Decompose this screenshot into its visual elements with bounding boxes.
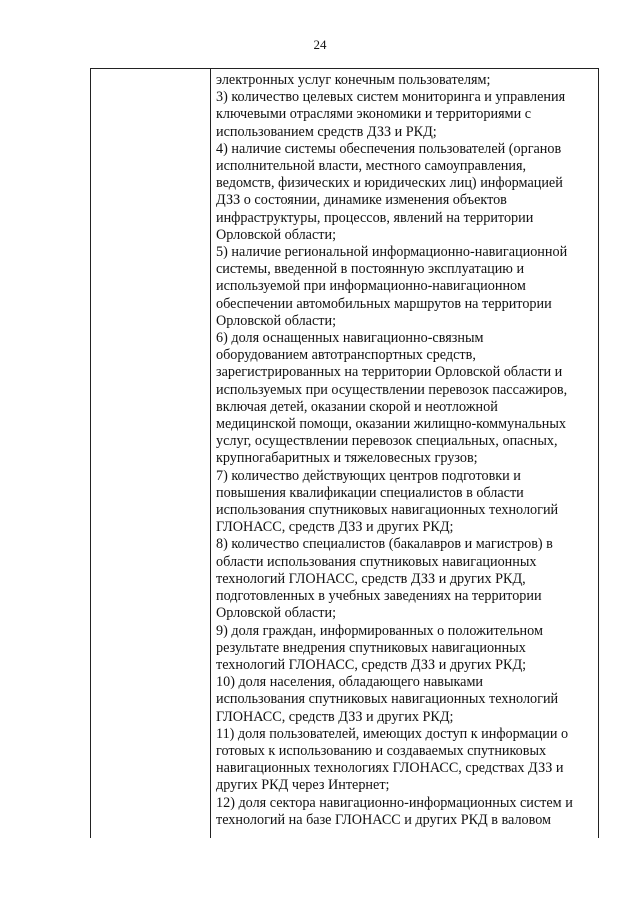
table-text-line: подготовленных в учебных заведениях на территории xyxy=(216,588,542,605)
table-text-line: 5) наличие региональной информационно-навигационной xyxy=(216,244,568,261)
table-text-line: электронных услуг конечным пользователям; xyxy=(216,72,491,88)
table-text-line: обеспечении автомобильных маршрутов на территории xyxy=(216,295,552,312)
table-right-cell xyxy=(211,69,598,838)
table-text-line: 4) наличие системы обеспечения пользователей (органов xyxy=(216,140,562,157)
table-left-cell xyxy=(91,69,211,838)
table-text-line: Орловской области; xyxy=(216,226,337,243)
table-text-line: крупногабаритных и тяжеловесных грузов; xyxy=(216,450,478,467)
table-text-line: использованием средств ДЗЗ и РКД; xyxy=(216,123,437,140)
table-text-line: 12) доля сектора навигационно-информационных систем и xyxy=(216,794,573,811)
table-text-line: технологий ГЛОНАСС, средств ДЗЗ и других РКД; xyxy=(216,656,527,673)
table-text-line: 9) доля граждан, информированных о положительном xyxy=(216,622,543,639)
table-text-line: 10) доля населения, обладающего навыками xyxy=(216,674,484,691)
table-text-line: исполнительной власти, местного самоуправления, xyxy=(216,158,527,175)
table-text-line: 11) доля пользователей, имеющих доступ к информации о xyxy=(216,725,569,742)
table-text-line: результате внедрения спутниковых навигационных xyxy=(216,639,526,656)
table-text-line: технологий на базе ГЛОНАСС и других РКД в валовом xyxy=(216,811,552,828)
table-text-line: использования спутниковых навигационных технологий xyxy=(216,691,559,708)
table-text-line: других РКД через Интернет; xyxy=(216,777,390,794)
table-text-line: использования спутниковых навигационных технологий xyxy=(216,502,559,519)
table-text-line: готовых к использованию и создаваемых спутниковых xyxy=(216,742,547,759)
table-text-line: зарегистрированных на территории Орловской области и xyxy=(216,364,563,381)
table-text-line: услуг, осуществлении перевозок специальных, опасных, xyxy=(216,433,558,450)
table-text-line: ведомств, физических и юридических лиц) информацией xyxy=(216,175,563,192)
table-text-line: используемых при осуществлении перевозок пассажиров, xyxy=(216,381,568,398)
table-text-line: повышения квалификации специалистов в области xyxy=(216,484,524,501)
table-text-line: оборудованием автотранспортных средств, xyxy=(216,347,476,364)
table-text-line: ГЛОНАСС, средств ДЗЗ и других РКД; xyxy=(216,519,454,536)
table-text-line: области использования спутниковых навигационных xyxy=(216,553,537,570)
table-text-line: ДЗЗ о состоянии, динамике изменения объектов xyxy=(216,192,507,209)
table-text-line: используемой при информационно-навигационном xyxy=(216,278,526,295)
table-text-line: ключевыми отраслями экономики и территориями с xyxy=(216,106,532,123)
table-text-line: медицинской помощи, оказании жилищно-коммунальных xyxy=(216,416,567,433)
table-text-line: системы, введенной в постоянную эксплуатацию и xyxy=(216,261,525,278)
table-text-line: инфраструктуры, процессов, явлений на территории xyxy=(216,209,534,226)
table-text-line: Орловской области; xyxy=(216,312,337,329)
table-text-line: 6) доля оснащенных навигационно-связным xyxy=(216,330,484,347)
table-text-line: Орловской области; xyxy=(216,605,337,622)
page-number: 24 xyxy=(313,37,327,52)
table-text-line: навигационных технологиях ГЛОНАСС, средствах ДЗЗ и xyxy=(216,760,564,777)
table-text-line: 7) количество действующих центров подготовки и xyxy=(216,467,521,484)
table-text-line: 8) количество специалистов (бакалавров и магистров) в xyxy=(216,536,553,553)
table-text-line: ГЛОНАСС, средств ДЗЗ и других РКД; xyxy=(216,708,454,725)
table-text-line: технологий ГЛОНАСС, средств ДЗЗ и других РКД, xyxy=(216,570,526,587)
table-text-line: 3) количество целевых систем мониторинга и управления xyxy=(216,89,566,106)
indicators-table xyxy=(90,68,599,838)
table-text-line: включая детей, оказании скорой и неотложной xyxy=(216,398,498,415)
